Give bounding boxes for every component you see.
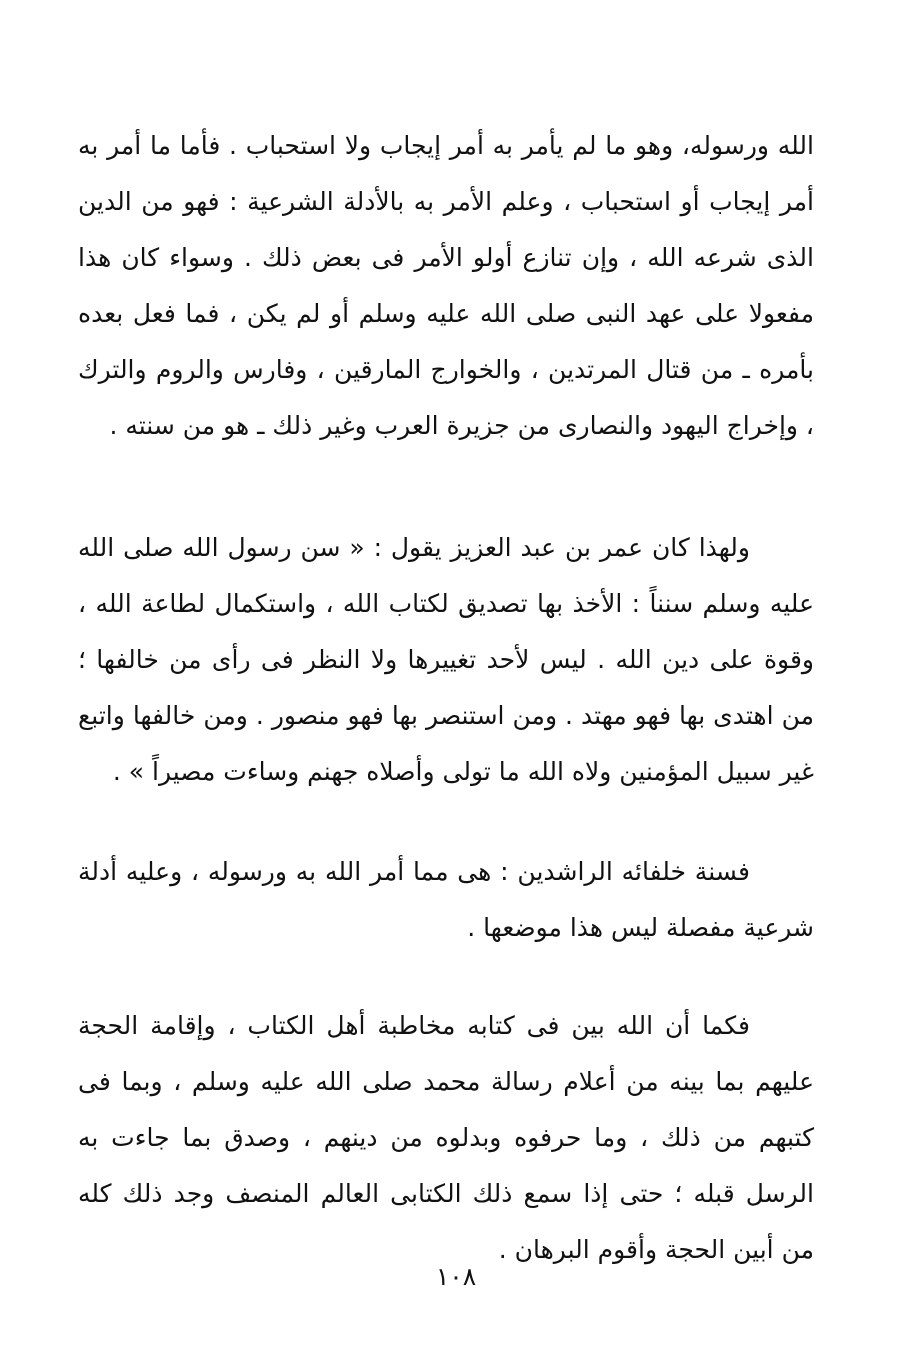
paragraph-4: فكما أن الله بين فى كتابه مخاطبة أهل الكتاب ، وإقامة الحجة عليهم بما بينه من أعلام رسالة محمد صلى الله عليه وسلم ، وبما فى كتبهم من ذلك ، وما حرفوه وبدلوه من دينهم ، وصدق بما جاءت به الرسل قبله ؛ حتى إذا سمع ذلك الكتابى العالم المنصف وجد ذلك كله من أبين الحجة وأقوم البرهان .	[78, 1011, 814, 1264]
paragraph-1: الله ورسوله، وهو ما لم يأمر به أمر إيجاب ولا استحباب . فأما ما أمر به أمر إيجاب أو استحباب ، وعلم الأمر به بالأدلة الشرعية : فهو من الدين الذى شرعه الله ، وإن تنازع أولو الأمر فى بعض ذلك . وسواء كان هذا مفعولا على عهد النبى صلى الله عليه وسلم أو لم يكن ، فما فعل بعده بأمره ـ من قتال المرتدين ، والخوارج المارقين ، وفارس والروم والترك ، وإخراج اليهود والنصارى من جزيرة العرب وغير ذلك ـ هو من سنته .	[78, 131, 814, 440]
page-number: ١٠٨	[435, 1262, 477, 1291]
paragraph-3: فسنة خلفائه الراشدين : هى مما أمر الله به ورسوله ، وعليه أدلة شرعية مفصلة ليس هذا موضعها .	[78, 857, 814, 942]
paragraph-2: ولهذا كان عمر بن عبد العزيز يقول : « سن رسول الله صلى الله عليه وسلم سنناً : الأخذ بها تصديق لكتاب الله ، واستكمال لطاعة الله ، وقوة على دين الله . ليس لأحد تغييرها ولا النظر فى رأى من خالفها ؛ من اهتدى بها فهو مهتد . ومن استنصر بها فهو منصور . ومن خالفها واتبع غير سبيل المؤمنين ولاه الله ما تولى وأصلاه جهنم وساءت مصيراً » .	[78, 533, 814, 786]
